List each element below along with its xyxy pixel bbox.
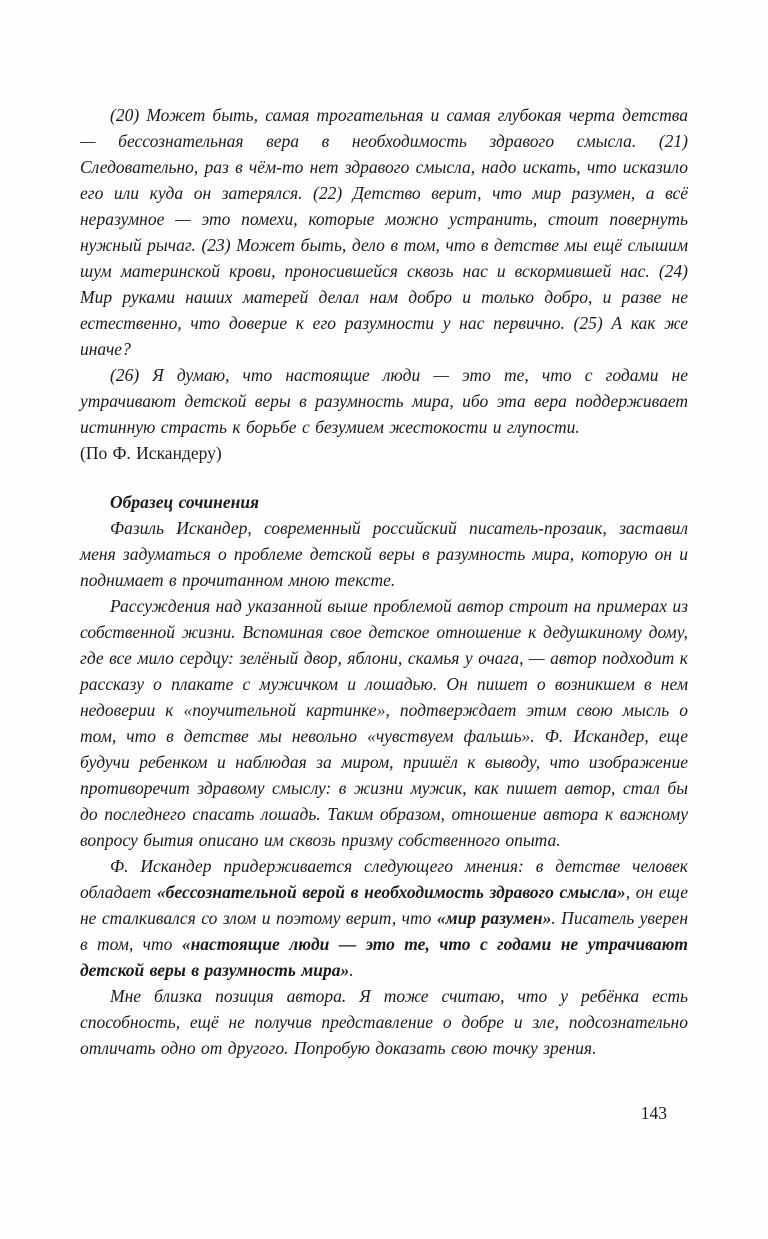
essay-p3-quote-3: «настоящие люди — это те, что с годами не утрачивают детской веры в разумность мира» bbox=[80, 934, 688, 980]
page-text-block bbox=[80, 102, 688, 1061]
essay-p3-text-3: . Писатель уверен в том, что bbox=[80, 908, 688, 954]
source-text-paragraph-20-25: (20) Может быть, самая трогательная и самая глубокая черта детства — бессознательная вера в необходимость здравого смысла. (21) Следовательно, раз в чём-то нет здравого смысла, надо искать, что исказило его или куда он затерялся. (22) Детство верит, что мир разумен, а всё неразумное — это помехи, которые можно устранить, стоит повернуть нужный рычаг. (23) Может быть, дело в том, что в детстве мы ещё слышим шум материнской крови, проносившейся сквозь нас и вскормившей нас. (24) Мир руками наших матерей делал нам добро и только добро, и разве не естественно, что доверие к его разумности у нас первично. (25) А как же иначе? bbox=[80, 105, 688, 359]
essay-paragraph-examples: Рассуждения над указанной выше проблемой автор строит на примерах из собственной жизни. Вспоминая свое детское отношение к дедушкиному дому, где все мило сердцу: зелёный двор, яблони, скамья у очага, — автор подходит к рассказу о плакате с мужичком и лошадью. Он пишет о возникшем в нем недоверии к «поучительной картинке», подтверждает этим свою мысль о том, что в детстве мы невольно «чувствуем фальшь». Ф. Искандер, еще будучи ребенком и наблюдая за миром, пришёл к выводу, что изображение противоречит здравому смыслу: в жизни мужик, как пишет автор, стал бы до последнего спасать лошадь. Таким образом, отношение автора к важному вопросу бытия описано им сквозь призму собственного опыта. bbox=[80, 596, 688, 850]
essay-p3-text-4: . bbox=[349, 960, 354, 980]
essay-p3-text-2: , он еще не сталкивался со злом и поэтому верит, что bbox=[80, 882, 688, 928]
essay-p3-text-1: Ф. Искандер придерживается следующего мнения: в детстве человек обладает bbox=[80, 856, 688, 902]
essay-paragraph-own-opinion: Мне близка позиция автора. Я тоже считаю, что у ребёнка есть способность, ещё не получив представление о добре и зле, подсознательно отличать одно от другого. Попробую доказать свою точку зрения. bbox=[80, 986, 688, 1058]
essay-heading: Образец сочинения bbox=[110, 492, 260, 512]
source-text-paragraph-26: (26) Я думаю, что настоящие люди — это те, что с годами не утрачивают детской веры в разумность мира, ибо эта вера поддерживает истинную страсть к борьбе с безумием жестокости и глупости. bbox=[80, 365, 688, 437]
essay-paragraph-intro: Фазиль Искандер, современный российский писатель-прозаик, заставил меня задуматься о проблеме детской веры в разумность мира, которую он и поднимает в прочитанном мною тексте. bbox=[80, 518, 688, 590]
essay-p3-quote-2: «мир разумен» bbox=[436, 908, 552, 928]
essay-p3-quote-1: «бессознательной верой в необходимость здравого смысла» bbox=[156, 882, 626, 902]
source-text-attribution: (По Ф. Искандеру) bbox=[80, 443, 222, 463]
page-number: 143 bbox=[640, 1103, 667, 1123]
essay-paragraph-author-position bbox=[80, 853, 688, 983]
